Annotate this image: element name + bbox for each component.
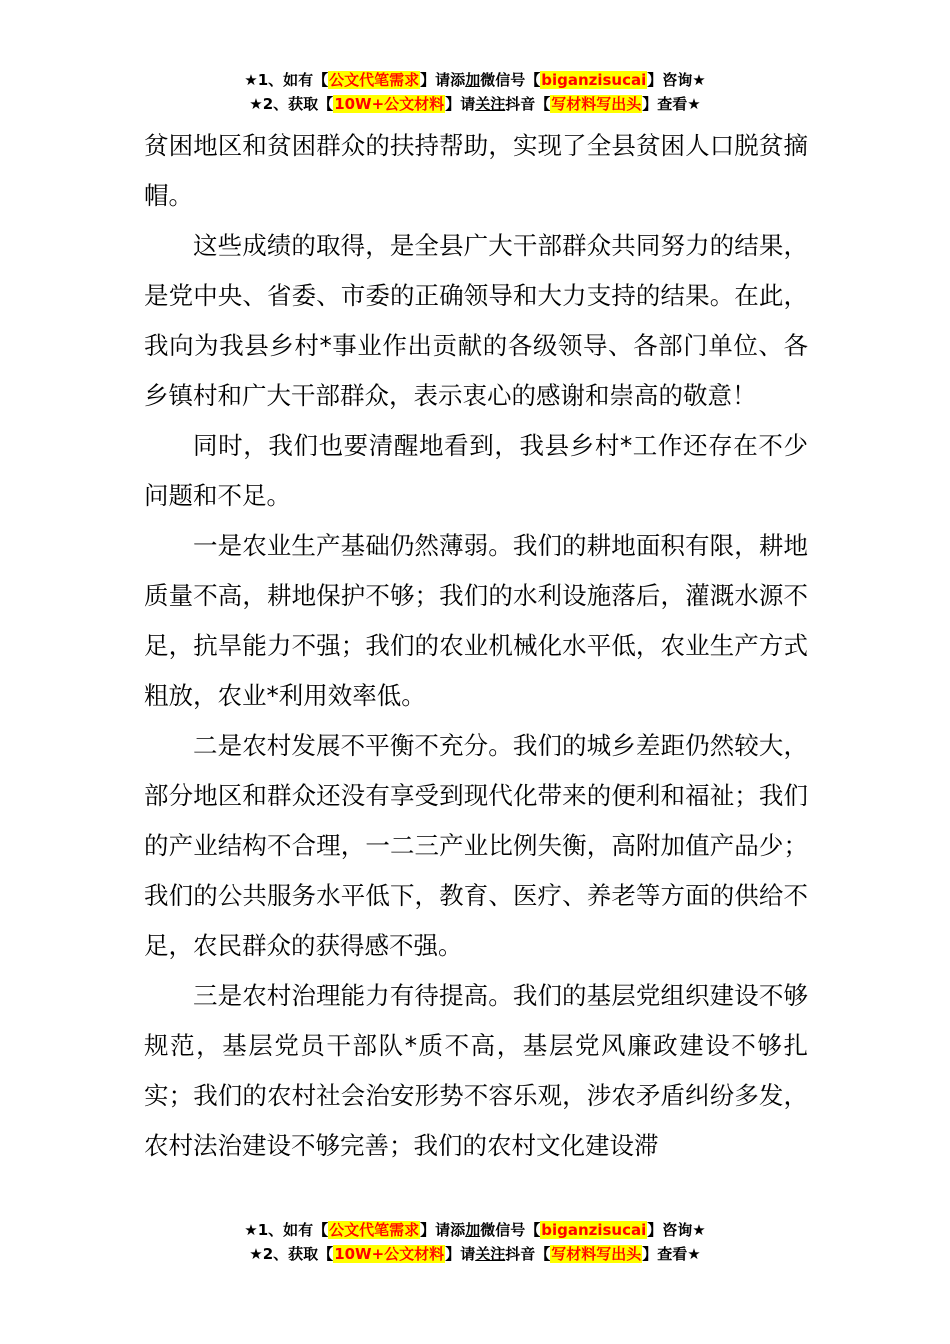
footer-text: 抖音【	[505, 1245, 551, 1263]
highlight-materials: 10W+公文材料	[334, 95, 445, 113]
header-text: 】咨询★	[647, 71, 706, 89]
paragraph: 同时，我们也要清醒地看到，我县乡村*工作还存在不少问题和不足。	[144, 431, 808, 510]
header-line-2	[0, 92, 950, 116]
paragraph: 二是农村发展不平衡不充分。我们的城乡差距仍然较大，部分地区和群众还没有享受到现代化带来的便利和福祉；我们的产业结构不合理，一二三产业比例失衡，高附加值产品少；我们的公共服务水平低下，教育、医疗、养老等方面的供给不足，农民群众的获得感不强。	[144, 731, 808, 960]
highlight-materials: 10W+公文材料	[334, 1245, 445, 1263]
header-text: ★2、获取【	[249, 95, 334, 113]
footer-text: ★2、获取【	[249, 1245, 334, 1263]
header-text: ★1、如有【	[244, 71, 329, 89]
footer-line-1	[0, 1218, 950, 1242]
highlight-douyin-account: 写材料写出头	[551, 95, 642, 113]
highlight-wechat-id: biganzisucai	[541, 71, 647, 89]
highlight-wechat-id: biganzisucai	[541, 1221, 647, 1239]
header-text: 】请添	[420, 71, 466, 89]
highlight-service: 公文代笔需求	[329, 71, 420, 89]
paragraph: 贫困地区和贫困群众的扶持帮助，实现了全县贫困人口脱贫摘帽。	[144, 131, 808, 210]
underlined-text: 加	[465, 1221, 481, 1239]
footer-line-2	[0, 1242, 950, 1266]
header-text: 抖音【	[505, 95, 551, 113]
underlined-text: 关注	[475, 95, 506, 113]
header-text: 】请	[445, 95, 476, 113]
paragraph: 三是农村治理能力有待提高。我们的基层党组织建设不够规范，基层党员干部队*质不高，基层党风廉政建设不够扎实；我们的农村社会治安形势不容乐观，涉农矛盾纠纷多发，农村法治建设不够完善；我们的农村文化建设滞	[144, 981, 808, 1160]
underlined-text: 关注	[475, 1245, 506, 1263]
footer-text: 】查看★	[642, 1245, 701, 1263]
header-text: 】查看★	[642, 95, 701, 113]
footer-text: 微信号【	[480, 1221, 541, 1239]
footer-text: 】请添	[420, 1221, 466, 1239]
document-body	[144, 121, 808, 1171]
footer-text: 】请	[445, 1245, 476, 1263]
header-line-1	[0, 68, 950, 92]
paragraph: 一是农业生产基础仍然薄弱。我们的耕地面积有限，耕地质量不高，耕地保护不够；我们的水利设施落后，灌溉水源不足，抗旱能力不强；我们的农业机械化水平低，农业生产方式粗放，农业*利用效率低。	[144, 531, 808, 710]
header-banner	[0, 68, 950, 116]
highlight-service: 公文代笔需求	[329, 1221, 420, 1239]
paragraph: 这些成绩的取得，是全县广大干部群众共同努力的结果，是党中央、省委、市委的正确领导和大力支持的结果。在此，我向为我县乡村*事业作出贡献的各级领导、各部门单位、各乡镇村和广大干部群众，表示衷心的感谢和崇高的敬意！	[144, 231, 808, 410]
header-text: 微信号【	[480, 71, 541, 89]
footer-text: ★1、如有【	[244, 1221, 329, 1239]
footer-text: 】咨询★	[647, 1221, 706, 1239]
footer-banner	[0, 1218, 950, 1266]
highlight-douyin-account: 写材料写出头	[551, 1245, 642, 1263]
underlined-text: 加	[465, 71, 481, 89]
